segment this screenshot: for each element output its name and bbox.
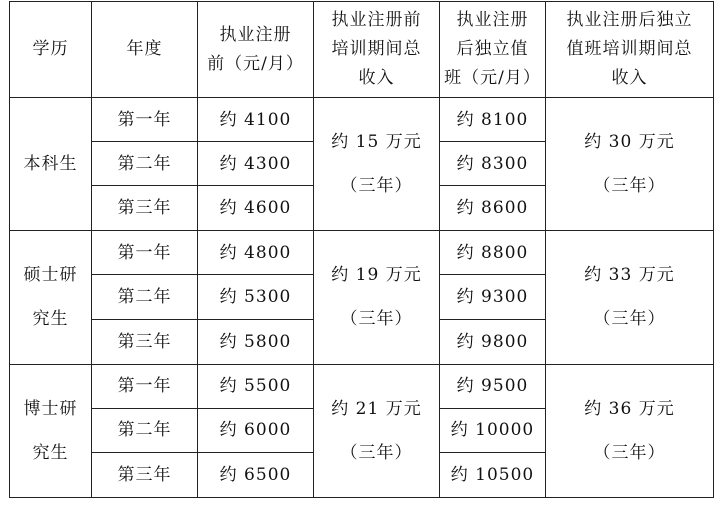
- post-monthly-cell: 约 9300: [440, 275, 546, 319]
- pre-monthly-cell: 约 4300: [198, 142, 314, 186]
- header-post-total: 执业注册后独立 值班培训期间总 收入: [546, 2, 714, 98]
- year-cell: 第二年: [92, 408, 198, 452]
- degree-cell-bachelor: 本科生: [10, 98, 92, 231]
- degree-cell-master: 硕士研 究生: [10, 231, 92, 364]
- header-degree: 学历: [10, 2, 92, 98]
- post-monthly-cell: 约 8600: [440, 186, 546, 231]
- header-year: 年度: [92, 2, 198, 98]
- year-cell: 第三年: [92, 452, 198, 497]
- pre-monthly-cell: 约 6500: [198, 452, 314, 497]
- post-monthly-cell: 约 8800: [440, 231, 546, 275]
- pre-monthly-cell: 约 4100: [198, 98, 314, 142]
- pre-monthly-cell: 约 6000: [198, 408, 314, 452]
- header-post-monthly: 执业注册 后独立值 班（元/月）: [440, 2, 546, 98]
- year-cell: 第三年: [92, 186, 198, 231]
- year-cell: 第一年: [92, 98, 198, 142]
- header-pre-monthly: 执业注册 前（元/月）: [198, 2, 314, 98]
- header-row: [10, 2, 714, 98]
- post-monthly-cell: 约 8300: [440, 142, 546, 186]
- table-row: [10, 364, 714, 408]
- post-total-cell: 约 36 万元 （三年）: [546, 364, 714, 497]
- pre-total-cell: 约 19 万元 （三年）: [314, 231, 440, 364]
- post-total-cell: 约 30 万元 （三年）: [546, 98, 714, 231]
- pre-monthly-cell: 约 4800: [198, 231, 314, 275]
- pre-total-cell: 约 15 万元 （三年）: [314, 98, 440, 231]
- post-monthly-cell: 约 10500: [440, 452, 546, 497]
- table-row: [10, 98, 714, 142]
- post-monthly-cell: 约 8100: [440, 98, 546, 142]
- post-monthly-cell: 约 10000: [440, 408, 546, 452]
- pre-monthly-cell: 约 4600: [198, 186, 314, 231]
- post-monthly-cell: 约 9800: [440, 319, 546, 364]
- pre-total-cell: 约 21 万元 （三年）: [314, 364, 440, 497]
- table-row: [10, 231, 714, 275]
- pre-monthly-cell: 约 5300: [198, 275, 314, 319]
- year-cell: 第一年: [92, 231, 198, 275]
- year-cell: 第二年: [92, 275, 198, 319]
- post-total-cell: 约 33 万元 （三年）: [546, 231, 714, 364]
- post-monthly-cell: 约 9500: [440, 364, 546, 408]
- pre-monthly-cell: 约 5500: [198, 364, 314, 408]
- year-cell: 第三年: [92, 319, 198, 364]
- salary-table: [9, 1, 714, 498]
- pre-monthly-cell: 约 5800: [198, 319, 314, 364]
- degree-cell-doctor: 博士研 究生: [10, 364, 92, 497]
- year-cell: 第二年: [92, 142, 198, 186]
- header-pre-total: 执业注册前 培训期间总 收入: [314, 2, 440, 98]
- year-cell: 第一年: [92, 364, 198, 408]
